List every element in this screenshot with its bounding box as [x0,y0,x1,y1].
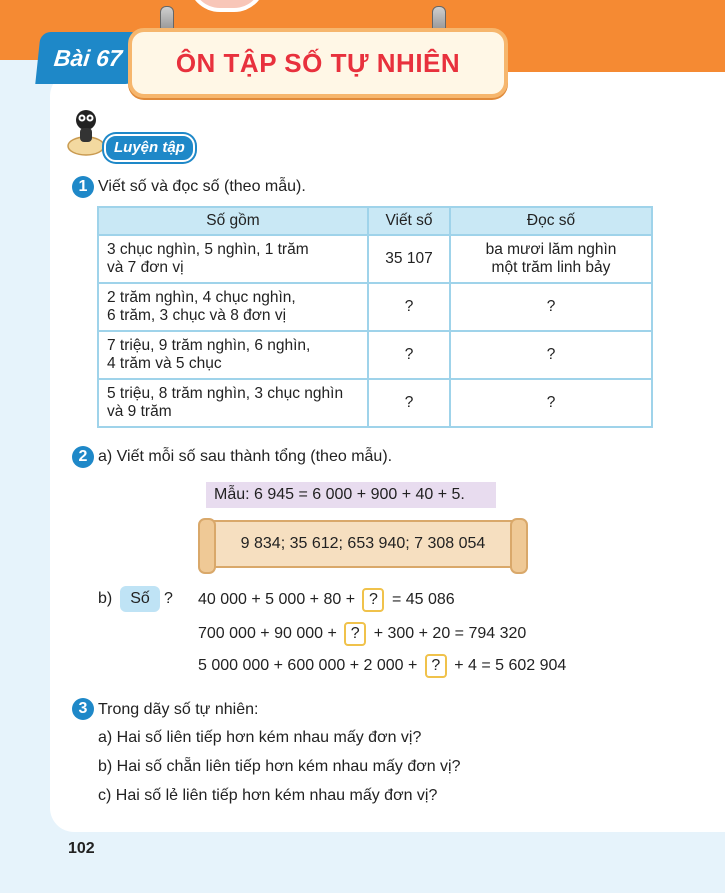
cell-line: 6 trăm, 3 chục và 8 đơn vị [107,307,287,324]
answer-placeholder[interactable]: ? [368,379,450,427]
question-prompt: a) Viết mỗi số sau thành tổng (theo mẫu). [98,448,393,465]
cell-line: ba mươi lăm nghìn [485,241,617,258]
table-row [98,331,652,379]
mascot-icon [66,106,106,158]
cell-line: một trăm linh bảy [491,259,611,276]
equation [198,622,526,646]
lesson-label: Bài 67 [35,32,140,84]
table-cell [98,235,368,283]
answer-placeholder[interactable]: ? [368,331,450,379]
sub-question: b) Hai số chẵn liên tiếp hơn kém nhau mấy đơn vị? [98,758,461,775]
number-table [97,206,653,428]
part-b-label: b) [98,590,113,607]
column-header: Đọc số [450,207,652,235]
equation-right: + 300 + 20 = 794 320 [373,625,527,643]
equation-left: 40 000 + 5 000 + 80 + [198,591,356,609]
column-header: Viết số [368,207,450,235]
equation-left: 700 000 + 90 000 + [198,625,337,643]
table-cell: 35 107 [368,235,450,283]
column-header: Số gồm [98,207,368,235]
cell-line: 4 trăm và 5 chục [107,355,222,372]
table-cell [450,235,652,283]
answer-placeholder[interactable]: ? [450,379,652,427]
so-chip: Số [120,586,160,612]
question-number: 1 [72,176,94,198]
cell-line: và 7 đơn vị [107,259,184,276]
number-scroll [206,520,520,568]
answer-box[interactable]: ? [425,654,447,678]
question-prompt: Viết số và đọc số (theo mẫu). [98,178,306,195]
table-row [98,379,652,427]
scroll-curl [510,518,528,574]
scroll-curl [198,518,216,574]
equation-right: + 4 = 5 602 904 [454,657,567,675]
equation [198,588,455,612]
cell-line: và 9 trăm [107,403,172,420]
cell-line: 5 triệu, 8 trăm nghìn, 3 chục nghìn [107,385,344,402]
scroll-numbers: 9 834; 35 612; 653 940; 7 308 054 [240,535,486,552]
page-number: 102 [68,840,95,857]
cell-line: 3 chục nghìn, 5 nghìn, 1 trăm [107,241,309,258]
sub-question: a) Hai số liên tiếp hơn kém nhau mấy đơn vị? [98,729,422,746]
table-header-row [98,207,652,235]
table-cell [98,331,368,379]
cell-line: 7 triệu, 9 trăm nghìn, 6 nghìn, [107,337,311,354]
header-decoration [188,0,266,12]
answer-placeholder[interactable]: ? [450,283,652,331]
question-number: 3 [72,698,94,720]
example-box: Mẫu: 6 945 = 6 000 + 900 + 40 + 5. [206,482,496,508]
table-cell [98,379,368,427]
table-row [98,235,652,283]
practice-badge: Luyện tập [104,134,195,162]
question-number: 2 [72,446,94,468]
equation-right: = 45 086 [391,591,455,609]
answer-placeholder[interactable]: ? [450,331,652,379]
sub-question: c) Hai số lẻ liên tiếp hơn kém nhau mấy đơn vị? [98,787,438,804]
cell-line: 2 trăm nghìn, 4 chục nghìn, [107,289,296,306]
answer-box[interactable]: ? [362,588,384,612]
table-cell [98,283,368,331]
page-title: ÔN TẬP SỐ TỰ NHIÊN [175,47,461,78]
title-box [128,28,508,98]
equation-left: 5 000 000 + 600 000 + 2 000 + [198,657,418,675]
question-prompt: Trong dãy số tự nhiên: [98,701,259,718]
table-row [98,283,652,331]
question-mark: ? [164,590,173,607]
equation [198,654,566,678]
answer-box[interactable]: ? [344,622,366,646]
answer-placeholder[interactable]: ? [368,283,450,331]
